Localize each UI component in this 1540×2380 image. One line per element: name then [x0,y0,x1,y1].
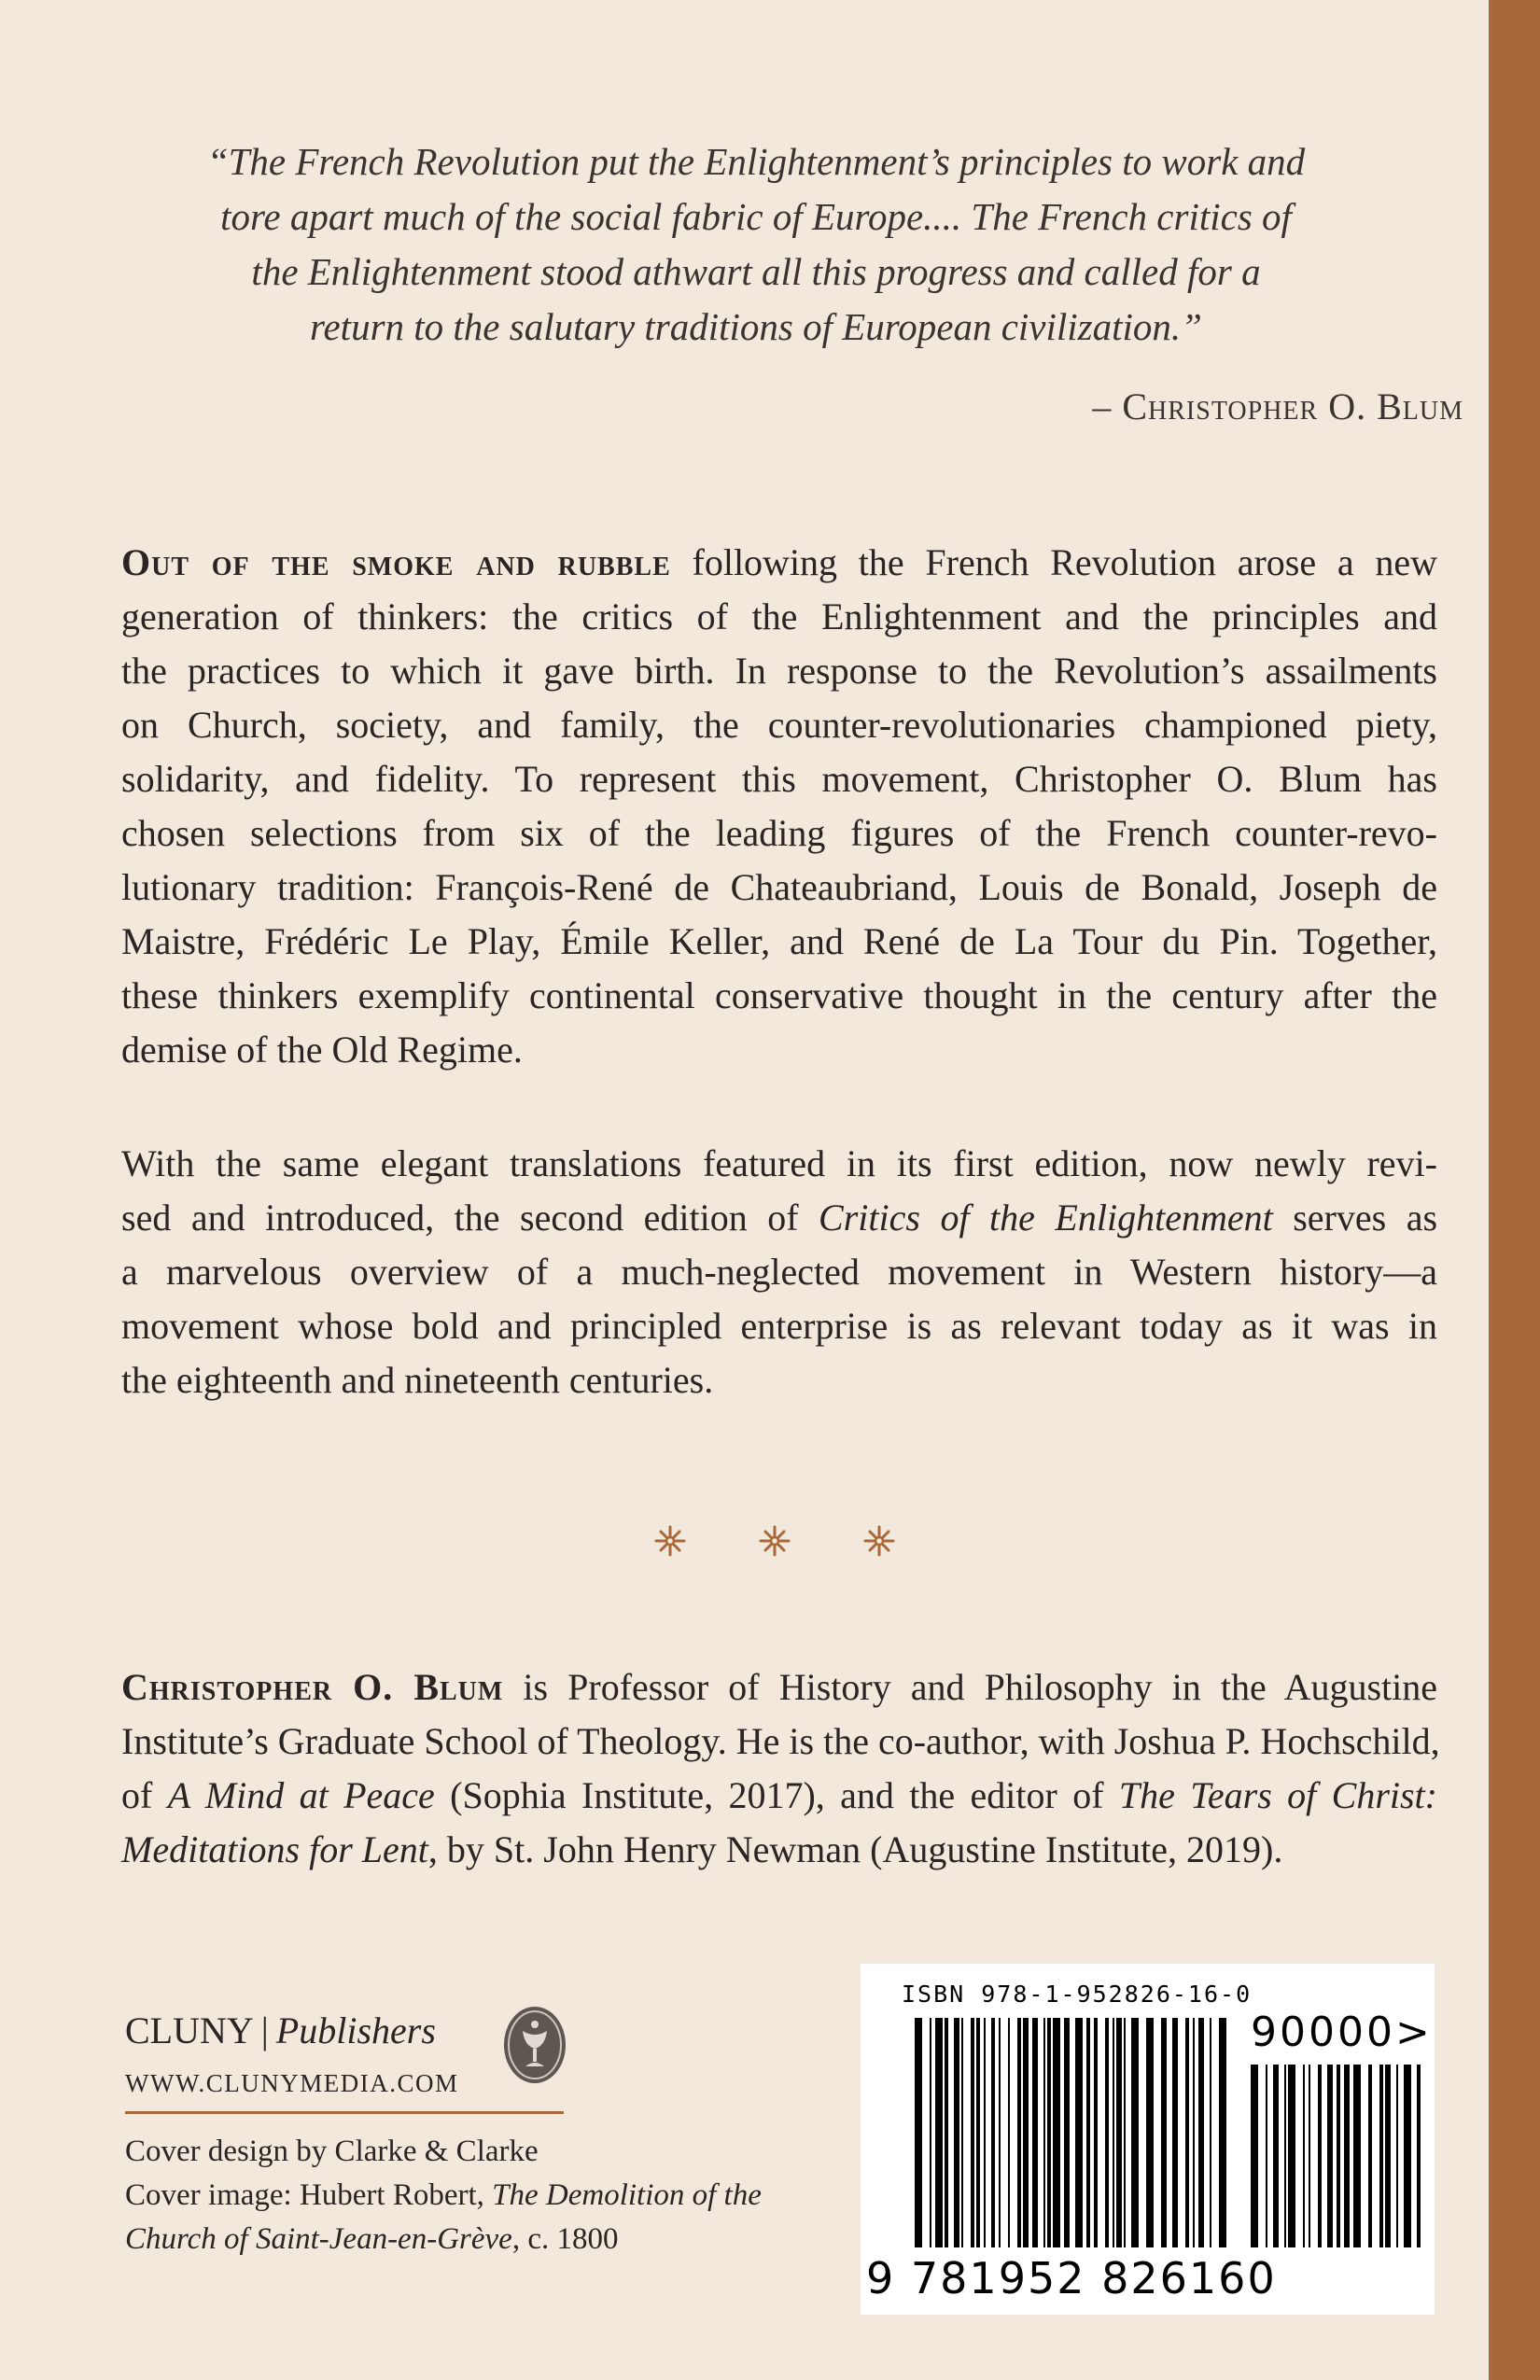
quote-line: tore apart much of the social fabric of Europe.... The French critics of [220,195,1292,238]
barcode-bar [1185,2018,1189,2247]
text-span: of [121,1774,168,1816]
barcode-bar [1219,2018,1226,2247]
barcode-bar [1116,2018,1122,2247]
cover-credits [125,2130,834,2261]
text-span: sed and introduced, the second edition of [121,1197,819,1239]
text-line: a marvelous overview of a much-neglected movement in Western history—a [121,1251,1437,1293]
barcode-bar [1017,2018,1021,2247]
quote-attribution: – Christopher O. Blum [1092,385,1463,427]
text-line: solidarity, and fidelity. To represent this movement, Christopher O. Blum has [121,758,1437,800]
barcode-bar [961,2018,963,2247]
ean-digits: 9 781952 826160 [866,2253,1277,2303]
price-addon-digits: 90000> [1251,2009,1433,2056]
text-span: following the French Revolution arose a new [670,541,1437,583]
isbn-barcode [861,1964,1435,2315]
barcode-bar [935,2018,943,2247]
barcode-bar [1124,2018,1126,2247]
book-title: The Tears of Christ: [1118,1774,1437,1816]
barcode-bar [1053,2018,1060,2247]
text-line: With the same elegant translations featured in its first edition, now newly revi- [121,1142,1437,1184]
barcode-bar [1379,2065,1383,2247]
barcode-bar [1385,2065,1391,2247]
barcode-bar [1303,2065,1305,2247]
barcode-bar [1086,2018,1090,2247]
divider-rule [125,2111,564,2114]
book-spine-edge [1489,0,1540,2380]
barcode-bar [971,2018,974,2247]
barcode-bar [1043,2018,1045,2247]
publisher-url: WWW.CLUNYMEDIA.COM [125,2069,459,2097]
barcode-bar [991,2018,995,2247]
text-span: (Sophia Institute, 2017), and the editor of [434,1774,1119,1816]
barcode-bar [1309,2065,1310,2247]
chalice-seal-icon [502,2005,567,2085]
barcode-bar [1172,2018,1178,2247]
publisher-block [125,2009,458,2098]
barcode-bar [1023,2018,1029,2247]
barcode-bar [1146,2018,1154,2247]
barcode-bar [930,2018,931,2247]
barcode-bar [999,2018,1001,2247]
barcode-bar [1344,2065,1350,2247]
design-credit: Cover design by Clarke & Clarke [125,2135,539,2168]
barcode-bar [1064,2018,1070,2247]
publisher-divider: | [260,2009,269,2051]
quote-line: the Enlightenment stood athwart all this progress and called for a [251,250,1261,293]
quote-line: “The French Revolution put the Enlightenment’s principles to work and [206,140,1306,183]
barcode-bar [1251,2065,1258,2247]
barcode-bar [1337,2065,1340,2247]
barcode-bar [1417,2065,1421,2247]
artwork-title: The Demolition of the [492,2178,762,2212]
image-credit-continued [125,2218,834,2261]
text-line [121,536,1437,590]
text-span: serves as [1272,1197,1438,1239]
barcode-bar [976,2018,980,2247]
text-line: these thinkers exemplify continental conservative thought in the century after the [121,974,1437,1016]
barcode-bar [945,2018,948,2247]
publisher-suffix: Publishers [275,2009,436,2051]
text-span: is Professor of History and Philosophy in the Augustine [503,1666,1438,1708]
text-line: chosen selections from six of the leading figures of the French counter-revo- [121,812,1437,854]
barcode-bar [915,2018,922,2247]
barcode-bar [1131,2018,1139,2247]
barcode-bar [1396,2065,1398,2247]
section-ornaments [653,1518,896,1564]
barcode-bar [1198,2018,1204,2247]
text-span: Cover image: Hubert Robert, [125,2178,493,2212]
text-span: , c. 1800 [511,2222,619,2256]
image-credit [125,2174,834,2218]
barcode-bar [1353,2065,1361,2247]
barcode-bar [1327,2065,1333,2247]
barcode-bar [954,2018,959,2247]
edition-paragraph [121,1137,1437,1407]
publisher-wordmark: CLUNY [125,2009,254,2051]
fleuron-icon [758,1524,791,1558]
barcode-bar [1113,2018,1114,2247]
barcode-bar [1288,2065,1295,2247]
barcode-bar [1008,2018,1010,2247]
book-title: Meditations for Lent [121,1828,428,1870]
artwork-title: Church of Saint-Jean-en-Grève [125,2222,512,2256]
barcode-bar [1161,2018,1167,2247]
text-line: movement whose bold and principled enterprise is as relevant today as it was in [121,1305,1437,1347]
quote-line: return to the salutary traditions of European civilization.” [310,305,1202,348]
text-line [121,1191,1437,1245]
text-span: , by St. John Henry Newman (Augustine Institute, 2019). [427,1828,1283,1870]
text-line: on Church, society, and family, the counter-revolutionaries championed piety, [121,704,1437,746]
author-bio-paragraph [121,1660,1440,1877]
book-title: A Mind at Peace [167,1774,435,1816]
barcode-bar [1105,2018,1109,2247]
pull-quote [149,134,1363,355]
author-name: Christopher O. Blum [121,1666,504,1708]
text-line: lutionary tradition: François-René de Chateaubriand, Louis de Bonald, Joseph de [121,866,1437,908]
barcode-bar [1266,2065,1267,2247]
fleuron-icon [653,1524,687,1558]
barcode-bar [1032,2018,1038,2247]
barcode-bar [984,2018,986,2247]
barcode-bar [1273,2065,1279,2247]
text-line [121,1660,1437,1715]
barcode-bar [1284,2065,1286,2247]
text-line: Maistre, Frédéric Le Play, Émile Keller, and René de La Tour du Pin. Together, [121,920,1437,962]
text-line: demise of the Old Regime. [121,1029,523,1071]
barcode-bar [1075,2018,1083,2247]
barcode-bar [1193,2018,1195,2247]
text-line: Institute’s Graduate School of Theology. He is the co-author, with Joshua P. Hochschild, [121,1720,1440,1762]
barcode-bar [1368,2065,1372,2247]
book-title: Critics of the Enlightenment [819,1197,1273,1239]
isbn-label: ISBN 978-1-952826-16-0 [902,1981,1253,2008]
barcode-bar [1094,2018,1098,2247]
barcode-bar [1404,2065,1411,2247]
barcode-bar [1210,2018,1211,2247]
text-line [121,1769,1437,1823]
barcode-bar [1318,2065,1322,2247]
barcode-bar [1047,2018,1051,2247]
fleuron-icon [862,1524,896,1558]
text-line [121,1823,1437,1877]
text-line: generation of thinkers: the critics of the Enlightenment and the principles and [121,595,1437,637]
text-line: the practices to which it gave birth. In response to the Revolution’s assailments [121,650,1437,692]
publisher-name [125,2009,458,2052]
description-paragraph [121,536,1437,1077]
text-line: the eighteenth and nineteenth centuries. [121,1359,714,1401]
lead-in: Out of the smoke and rubble [121,541,671,583]
